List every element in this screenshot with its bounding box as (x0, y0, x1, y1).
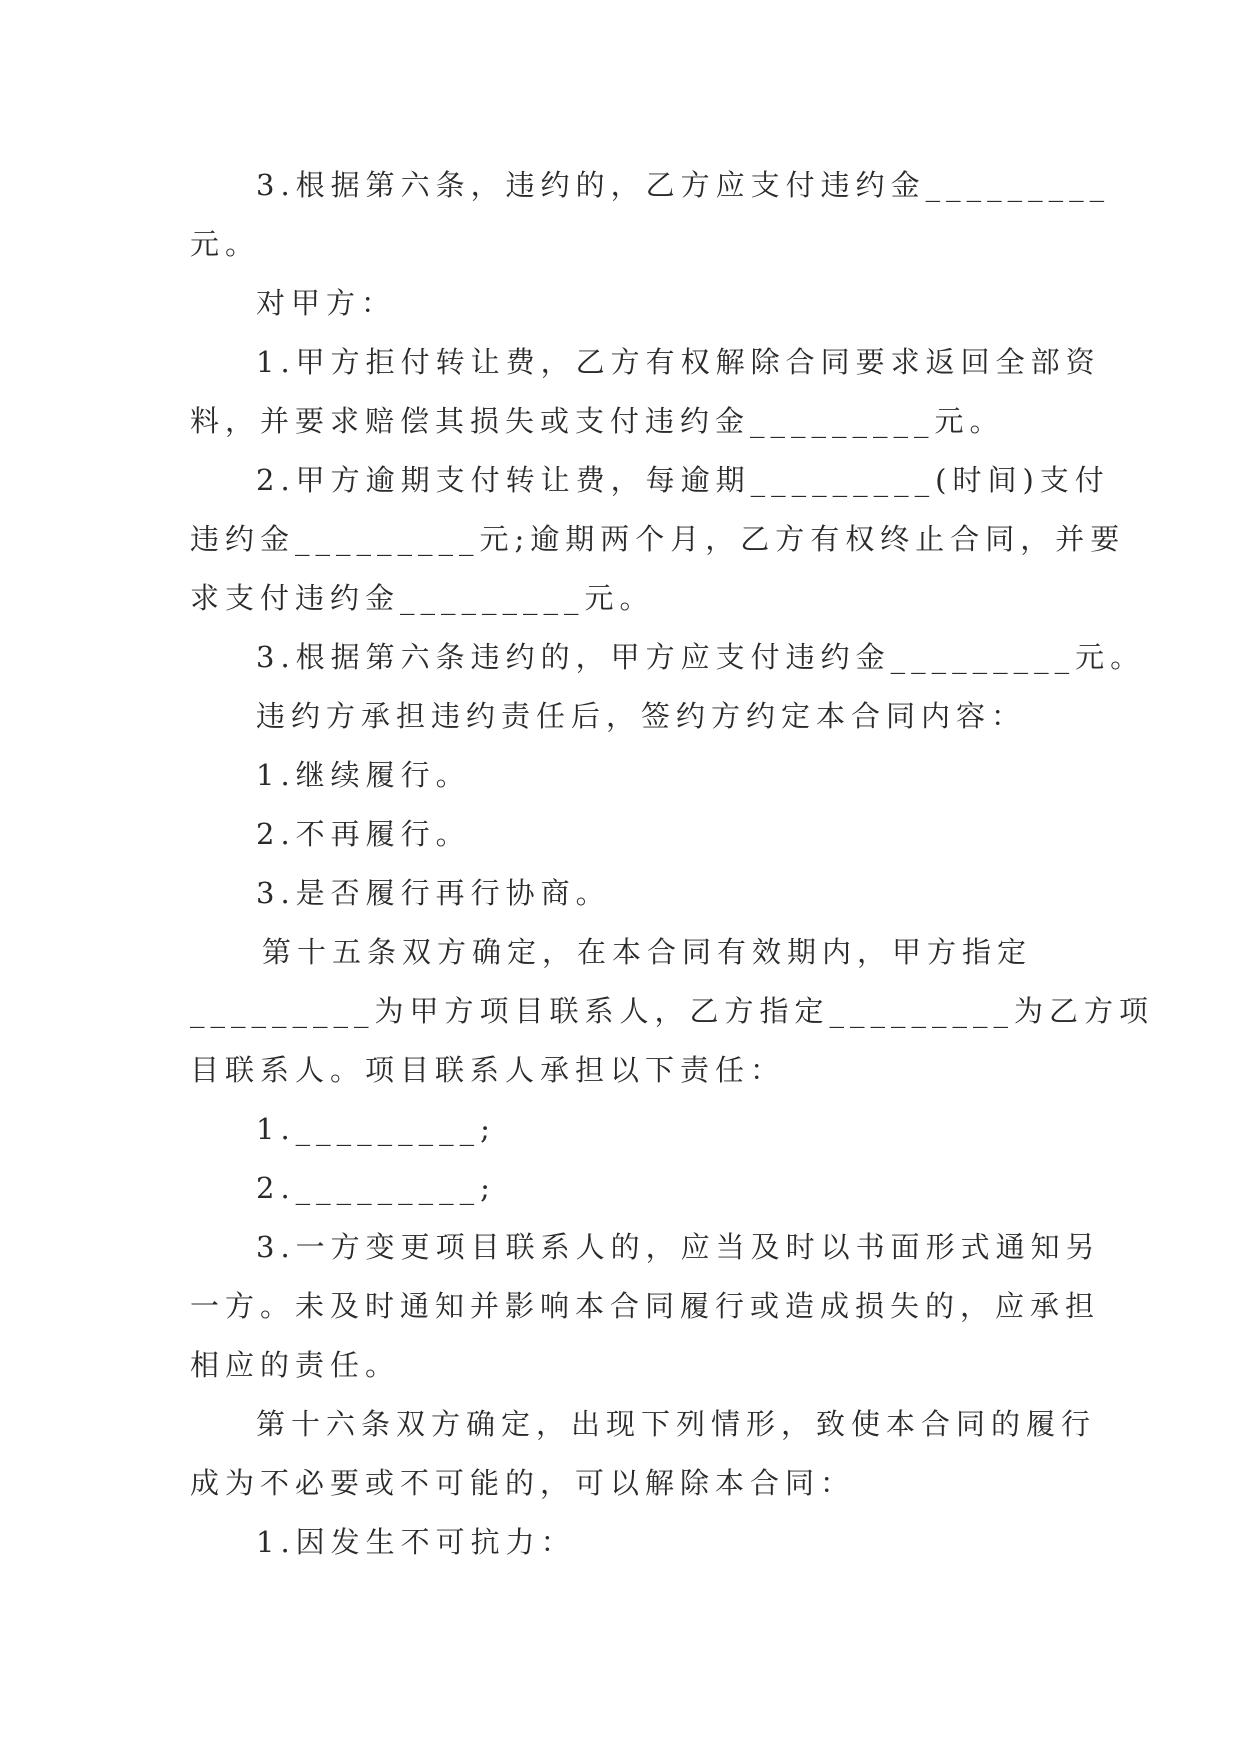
text-line: 一方。未及时通知并影响本合同履行或造成损失的，应承担 (190, 1289, 1101, 1323)
text-line: 3.一方变更项目联系人的，应当及时以书面形式通知另 (256, 1230, 1101, 1264)
text-line: 第十六条双方确定，出现下列情形，致使本合同的履行 (256, 1407, 1097, 1441)
text-line: 3.根据第六条违约的，甲方应支付违约金_________元。 (256, 640, 1146, 674)
text-line: 违约金_________元;逾期两个月，乙方有权终止合同，并要 (190, 522, 1126, 556)
text-line: 2._________; (256, 1171, 496, 1205)
text-line: 求支付违约金_________元。 (190, 581, 655, 615)
text-line: 1._________; (256, 1112, 496, 1146)
text-line: 成为不必要或不可能的，可以解除本合同： (190, 1466, 856, 1500)
text-line: 元。 (190, 227, 261, 261)
text-line: 目联系人。项目联系人承担以下责任： (190, 1053, 786, 1087)
text-line: 3.根据第六条，违约的，乙方应支付违约金_________ (256, 168, 1111, 202)
text-line: 2.不再履行。 (256, 817, 471, 851)
text-line: 第十五条双方确定，在本合同有效期内，甲方指定 (262, 935, 1033, 969)
text-line: 料，并要求赔偿其损失或支付违约金_________元。 (190, 404, 1005, 438)
text-line: 对甲方： (256, 286, 397, 320)
text-line: 1.继续履行。 (256, 758, 471, 792)
text-line: 1.甲方拒付转让费，乙方有权解除合同要求返回全部资 (256, 345, 1101, 379)
text-line: 违约方承担违约责任后，签约方约定本合同内容： (256, 699, 1027, 733)
text-line: _________为甲方项目联系人，乙方指定_________为乙方项 (190, 994, 1155, 1028)
text-line: 2.甲方逾期支付转让费，每逾期_________(时间)支付 (256, 463, 1110, 497)
text-line: 相应的责任。 (190, 1348, 401, 1382)
text-line: 1.因发生不可抗力： (256, 1525, 576, 1559)
text-line: 3.是否履行再行协商。 (256, 876, 611, 910)
